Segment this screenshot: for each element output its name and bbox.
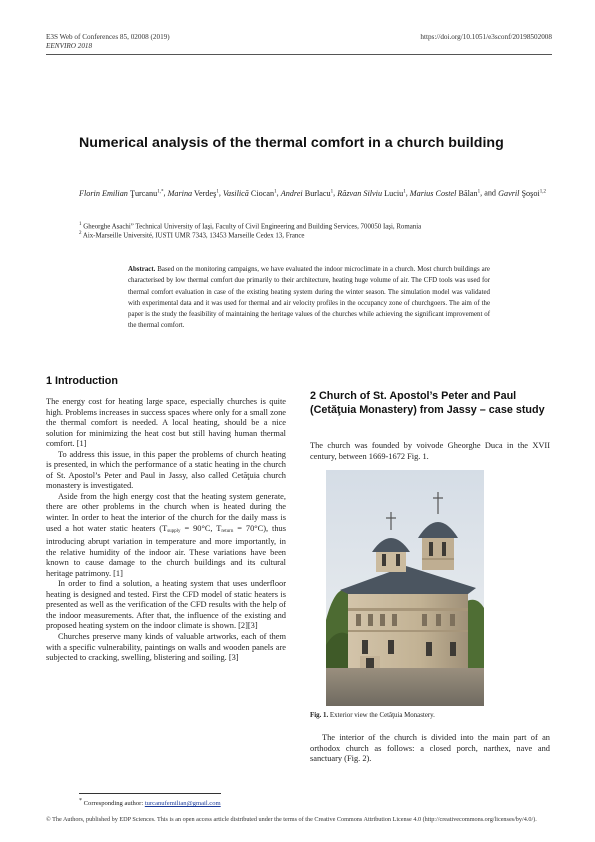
author-list: Florin Emilian Ţurcanu$^{1,*}$, Marina Verdeş$^1$, Vasilică Ciocan$^1$, Andrei Burlacu$^1$, Răzvan Silviu Luciu$^1$, Marius Costel Bălan$^1$, and Gavril Şoşoi$^{1,2}$ bbox=[79, 188, 546, 198]
section-1-body bbox=[46, 397, 286, 664]
footnote-rule bbox=[79, 793, 221, 794]
section-1-heading: 1 Introduction bbox=[46, 375, 118, 387]
section-2-intro bbox=[310, 441, 550, 462]
section-2-heading: 2 Church of St. Apostol’s Peter and Paul (Cetăţuia Monastery) from Jassy – case study bbox=[310, 390, 545, 416]
paragraph: Churches preserve many kinds of valuable artworks, each of them with a specific vulnerability, paintings on walls and wooden panels are subjected to cracking, swelling, blistering and soiling. [3] bbox=[46, 632, 286, 663]
author-name: Marina Verdeş$^1$ bbox=[167, 188, 219, 198]
license-notice: © The Authors, published by EDP Sciences. This is an open access article distributed under the terms of the Creative Commons Attribution License 4.0 (http://creativecommons.org/licenses/by/4.0/). bbox=[46, 816, 537, 823]
paragraph: Aside from the high energy cost that the heating system generate, there are other problems in the church when is heated during the winter. In order to heat the interior of the church for the daily mass is used a hot water static heaters ($T_{supply} = 90^\circ C$, $T_{return} = 70^\circ C$), thus introducing abrupt variation in temperature and more importantly, in the relative humidity of the indoor air. These variations have been known to cause damage to the church buildings and its cultural heritage patrimony. [1] bbox=[46, 491, 286, 578]
figure-1-church-photo bbox=[326, 470, 484, 706]
paragraph: The energy cost for heating large space, especially churches is quite high. Problems increases in success spaces where only for a small zone the thermal comfort is needed. A local heating, should be a nice solution for minimizing the heat cost but still having human thermal comfort. [1] bbox=[46, 397, 286, 449]
abstract-label: Abstract. bbox=[128, 266, 156, 273]
author-email-link[interactable]: turcanufemilian@gmail.com bbox=[144, 800, 221, 808]
author-name: Andrei Burlacu$^1$ bbox=[280, 188, 334, 198]
abstract-text: Based on the monitoring campaigns, we have evaluated the indoor microclimate in a church. Most church buildings are characterised by low thermal comfort due primarily to their architecture, heating huge volume of air. The CFD tools was used for thermal comfort evaluation in case of the existing heating system during the winter season. The simulation model was validated with experimental data and it was used for thermal and air velocity profiles in the occupancy zone of churchgoers. The aim of the paper is the study the feasibility of maintaining the heritage values of the churches while achieving the significant improvement of the thermal comfort. bbox=[128, 266, 490, 330]
author-name: Vasilică Ciocan$^1$ bbox=[222, 188, 277, 198]
section-2-body bbox=[310, 733, 550, 765]
abstract bbox=[128, 264, 490, 332]
footnote: * Corresponding author: turcanufemilian@gmail.com bbox=[79, 798, 221, 808]
doi-link[interactable]: https://doi.org/10.1051/e3sconf/20198502008 bbox=[420, 33, 552, 41]
affiliation-2: $^2$ Aix-Marseille Université, IUSTI UMR 7343, 13453 Marseille Cedex 13, France bbox=[79, 231, 305, 240]
header-rule bbox=[46, 54, 552, 55]
author-name: Răzvan Silviu Luciu$^1$ bbox=[337, 188, 406, 198]
paragraph: The church was founded by voivode Gheorghe Duca in the XVII century, between 1669-1672 Fig. 1. bbox=[310, 441, 550, 461]
affiliation-1: $^1$ Gheorghe Asachi” Technical University of Iaşi, Faculty of Civil Engineering and Building Services, 700050 Iaşi, Romania bbox=[79, 222, 422, 231]
paper-title: Numerical analysis of the thermal comfort in a church building bbox=[79, 135, 504, 151]
journal-line: E3S Web of Conferences 85, 02008 (2019) bbox=[46, 33, 170, 41]
author-name: Marius Costel Bălan$^1$ bbox=[409, 188, 481, 198]
paragraph: To address this issue, in this paper the problems of church heating is presented, in which the performance of a static heating in the church of St. Apostol’s Peter and Paul in Jassy, also called Cetăţuia church monastery is investigated. bbox=[46, 449, 286, 491]
paragraph: The interior of the church is divided into the main part of an orthodox church as follows: a closed porch, narthex, nave and sanctuary (Fig. 2). bbox=[310, 733, 550, 764]
paragraph: In order to find a solution, a heating system that uses underfloor heating is designed and tested. First the CFD model of static heaters is presented as well as the verification of the CFD results with the help of the indoor measurements. After that, the influence of the existing and proposed heating system on the indoor climate is shown. [2][3] bbox=[46, 579, 286, 631]
author-name: Florin Emilian Ţurcanu$^{1,*}$ bbox=[79, 188, 164, 198]
author-name: Gavril Şoşoi$^{1,2}$ bbox=[498, 188, 546, 198]
conference-line: EENVIRO 2018 bbox=[46, 42, 93, 50]
figure-1-caption: Fig. 1. Exterior view the Cetăţuia Monastery. bbox=[310, 712, 435, 719]
